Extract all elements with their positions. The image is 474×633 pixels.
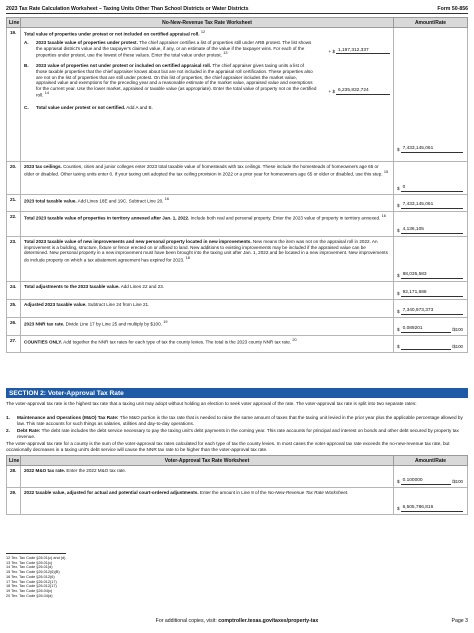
line-number: 29.	[7, 488, 21, 515]
line-19b	[24, 63, 390, 98]
voter-approval-worksheet-table	[6, 455, 468, 515]
per-100-unit: /$100	[452, 479, 463, 485]
line-21-amount-field[interactable]: 7,433,145,061	[401, 202, 463, 209]
footnote-ref: 19	[163, 320, 168, 324]
sub-title: 2023 value of properties not under protest or included on certified appraisal roll.	[36, 63, 212, 69]
plus-dollar-sign: + $	[328, 48, 335, 54]
line-number: 27.	[7, 336, 21, 353]
line-number: 21.	[7, 195, 21, 212]
line-text: Counties, cities and junior colleges enter 2023 total taxable value of homesteads with tax ceilings. These include the homesteads of homeowners age 65 or older or disabled. Other taxing units enter 0. If your taxing unit adopted the tax ceiling provision in 2022 or a prior year for homeowners age 65 or older or disabled, use this step.	[24, 164, 383, 177]
line-24-description	[21, 282, 394, 300]
line-22-row	[7, 212, 468, 237]
dollar-sign: $	[397, 273, 400, 279]
line-19-amount-cell	[394, 28, 468, 162]
footnote-ref: 15	[383, 169, 389, 174]
line-19-description	[21, 28, 394, 162]
sub-letter: C.	[24, 104, 29, 110]
line-19-amount-field[interactable]: 7,433,145,061	[401, 146, 463, 153]
line-25-amount-field[interactable]: 7,340,973,373	[401, 308, 463, 315]
line-27-row	[7, 336, 468, 353]
dollar-sign: $	[397, 228, 400, 234]
line-27-amount-cell	[394, 336, 468, 353]
line-number: 19.	[7, 28, 21, 162]
line-title: COUNTIES ONLY.	[24, 339, 63, 345]
line-19-row	[7, 28, 468, 162]
debt-rate-item	[6, 428, 468, 440]
line-28-description	[21, 466, 394, 488]
sub-title: Total value under protest or not certified.	[36, 104, 126, 110]
form-page	[6, 4, 468, 629]
sub-letter: B.	[24, 63, 29, 69]
mo-rate-item	[6, 415, 468, 427]
comptroller-link[interactable]: comptroller.texas.gov/taxes/property-tax	[218, 618, 319, 624]
footnote: 15 Tex. Tax Code §26.012(6)(B)	[6, 570, 60, 575]
col-title-header: Voter-Approval Tax Rate Worksheet	[21, 456, 394, 466]
line-22-amount-field[interactable]: 4,136,105	[401, 227, 463, 234]
line-title: 2022 M&O tax rate.	[24, 468, 66, 473]
dollar-sign: $	[397, 203, 400, 209]
line-23-description	[21, 237, 394, 282]
line-text: Add Lines 22 and 23.	[120, 284, 165, 289]
section-2-banner: SECTION 2: Voter-Approval Tax Rate	[6, 388, 468, 398]
footnote-ref: 20	[292, 338, 297, 342]
line-title: 2022 taxable value, adjusted for actual and potential court-ordered adjustments.	[24, 490, 199, 495]
col-line-header: Line	[7, 456, 21, 466]
line-text: Enter the amount in Line 8 of the	[199, 490, 267, 495]
col-title-header: No-New-Revenue Tax Rate Worksheet	[21, 18, 394, 28]
form-title: 2023 Tax Rate Calculation Worksheet – Taxing Units Other Than School Districts or Water Districts	[6, 5, 249, 12]
line-19c	[24, 105, 390, 111]
dollar-sign: $	[397, 479, 400, 485]
col-amount-header: Amount/Rate	[394, 456, 468, 466]
line-23-amount-cell	[394, 237, 468, 282]
footnote-ref: 16	[164, 197, 169, 201]
sub-letter: A.	[24, 40, 29, 46]
item-number: 2.	[6, 428, 10, 433]
line-20-row	[7, 162, 468, 195]
line-26-amount-cell	[394, 318, 468, 336]
line-28-row	[7, 466, 468, 488]
form-header	[6, 4, 468, 14]
line-number: 22.	[7, 212, 21, 237]
line-21-amount-cell	[394, 195, 468, 212]
item-text: The M&O portion is the tax rate that is needed to raise the same amount of taxes that the taxing unit levied in the prior year plus the applicable percentage allowed by law. This rate accounts for such things as salaries, utilities and day-to-day operations.	[17, 415, 463, 426]
line-24-amount-field[interactable]: 92,171,688	[401, 290, 463, 297]
line-title: Total adjustments to the 2023 taxable value.	[24, 284, 120, 289]
footnotes	[6, 553, 206, 598]
footnote: 17 Tex. Tax Code §26.012(17)	[6, 579, 57, 584]
line-29-amount-cell	[394, 488, 468, 515]
footnote: 16 Tex. Tax Code §26.012(6)	[6, 574, 55, 579]
item-title: Debt Rate:	[17, 428, 41, 433]
sub-text: Add A and B.	[126, 104, 153, 110]
line-29-amount-field[interactable]: 6,505,786,816	[401, 505, 463, 512]
line-26-rate-field[interactable]: 0.089201	[401, 326, 451, 333]
line-22-amount-cell	[394, 212, 468, 237]
line-number: 23.	[7, 237, 21, 282]
line-title: 2023 tax ceilings.	[24, 164, 62, 169]
line-title: Adjusted 2023 taxable value.	[24, 302, 87, 307]
per-100-unit: /$100	[452, 344, 463, 350]
line-23-row	[7, 237, 468, 282]
line-text: Divide Line 17 by Line 25 and multiply by $100.	[65, 321, 162, 327]
line-24-amount-cell	[394, 282, 468, 300]
line-19a-amount-field[interactable]: 1,197,312,337	[336, 48, 390, 55]
footnote-ref: 18	[185, 255, 190, 260]
line-20-description	[21, 162, 394, 195]
line-20-amount-field[interactable]: 0	[401, 185, 463, 192]
footnote: 12 Tex. Tax Code §26.01(c) and (d)	[6, 556, 66, 560]
dollar-sign: $	[397, 147, 400, 153]
item-number: 1.	[6, 415, 10, 420]
line-24-row	[7, 282, 468, 300]
line-text: Include both real and personal property. Enter the 2023 value of property in territory annexed.	[190, 215, 381, 221]
footnote: 19 Tex. Tax Code §26.04(c)	[6, 588, 53, 593]
line-25-row	[7, 300, 468, 318]
dollar-sign: $	[397, 506, 400, 512]
sub-text: The chief appraiser gives taxing units a list of those taxable properties that the chief appraiser knows about but are not included in the appraisal roll certification. These properties also are not on the list of properties that are still under protest. On this list of properties, the chief appraiser includes the market value, appraised value and exemptions for the preceding year and a reasonable estimate of the market value, appraised value and exemptions for the current year. Use the lower market, appraised or taxable value (as appropriate). Enter the total value of property not on the certified roll.	[36, 63, 317, 98]
line-29-row	[7, 488, 468, 515]
line-21-description	[21, 195, 394, 212]
col-amount-header: Amount/Rate	[394, 18, 468, 28]
line-28-amount-cell	[394, 466, 468, 488]
dollar-sign: $	[397, 344, 400, 350]
line-number: 28.	[7, 466, 21, 488]
page-number: Page 3	[451, 618, 468, 624]
footnote-rule	[6, 553, 66, 554]
line-text: Add Lines 18E and 19C. Subtract Line 20.	[77, 198, 164, 204]
line-number: 24.	[7, 282, 21, 300]
line-27-rate-field[interactable]	[401, 349, 451, 350]
item-title: Maintenance and Operations (M&O) Tax Rate:	[17, 415, 119, 420]
dollar-sign: $	[397, 291, 400, 297]
col-line-header: Line	[7, 18, 21, 28]
section-2-intro: The voter-approval tax rate is the highest tax rate that a taxing unit may adopt without holding an election to seek voter approval of the rate. The voter-approval tax rate is split into two separate rates:	[6, 401, 417, 406]
line-22-description	[21, 212, 394, 237]
footnote-ref: 14	[44, 91, 49, 96]
line-19b-amount-field[interactable]: 6,235,832,724	[336, 88, 390, 95]
dollar-sign: $	[397, 327, 400, 333]
page-footer	[6, 618, 468, 624]
section-2-closing: The voter-approval tax rate for a county is the sum of the voter-approval tax rates calculated for each type of tax the county levies. In most cases the voter-approval tax rate exceeds the no-new-revenue tax rate, but occasionally decreases in a taxing unit's debt service will cause the NNR tax rate to be higher than the voter-approval tax rate.	[6, 441, 450, 452]
form-number: Form 50-856	[437, 5, 468, 12]
line-text: New means the item was not on the appraisal roll in 2022. An improvement is a building, structure, fixture or fence erected on or affixed to land. New additions to existing improvements may be included if the appraised value can be determined. New personal property in a new improvement must have been brought into the taxing unit after Jan. 1, 2022 and be located in a new improvement. New improvements do include property on which a tax abatement agreement has expired for 2023.	[24, 239, 388, 263]
sub-text: The chief appraiser certifies a list of properties still under ARB protest. The list shows the appraisal district's value and the taxpayer's claimed value, if any, or an estimate of the value if the taxpayer wins. For each of the properties under protest, use the lowest of these values. Enter the total value under protest.	[36, 40, 312, 58]
footnote: 13 Tex. Tax Code §26.01(c)	[6, 560, 53, 565]
line-27-description	[21, 336, 394, 353]
line-text: Subtract Line 24 from Line 21.	[87, 302, 150, 307]
nnr-worksheet-table	[6, 17, 468, 353]
line-title: Total 2023 taxable value of new improvements and new personal property located in new improvements.	[24, 239, 252, 244]
line-21-row	[7, 195, 468, 212]
sub-title: 2023 taxable value of properties under protest.	[36, 40, 138, 46]
line-19a	[24, 40, 390, 58]
line-number: 20.	[7, 162, 21, 195]
line-title: 2023 NNR tax rate.	[24, 321, 65, 327]
line-20-amount-cell	[394, 162, 468, 195]
line-23-amount-field[interactable]: 88,035,583	[401, 272, 463, 279]
footnote-ref: 16	[381, 214, 386, 218]
line-number: 25.	[7, 300, 21, 318]
footnote: 20 Tex. Tax Code §26.04(d)	[6, 593, 53, 598]
line-title: 2023 total taxable value.	[24, 198, 77, 204]
worksheet-header-row	[7, 456, 468, 466]
line-italic-text: No-New-Revenue Tax Rate Worksheet.	[267, 490, 349, 495]
line-number: 26.	[7, 318, 21, 336]
line-29-description	[21, 488, 394, 515]
footnote: 18 Tex. Tax Code §26.012(17)	[6, 584, 57, 589]
line-26-row	[7, 318, 468, 336]
footnote: 14 Tex. Tax Code §26.01(d)	[6, 565, 53, 570]
line-text: Add together the NNR tax rates for each type of tax the county levies. The total is the 2023 county NNR tax rate.	[63, 339, 292, 345]
footer-prefix: For additional copies, visit:	[155, 618, 217, 624]
line-26-description	[21, 318, 394, 336]
plus-dollar-sign: + $	[328, 88, 335, 94]
worksheet-header-row	[7, 18, 468, 28]
dollar-sign: $	[397, 309, 400, 315]
dollar-sign: $	[397, 186, 400, 192]
line-25-description	[21, 300, 394, 318]
line-title: Total 2023 taxable value of properties in territory annexed after Jan. 1, 2022.	[24, 215, 190, 221]
per-100-unit: /$100	[452, 327, 463, 333]
line-25-amount-cell	[394, 300, 468, 318]
line-title: Total value of properties under protest or not included on certified appraisal roll.	[24, 31, 200, 37]
line-text: Enter the 2022 M&O tax rate.	[66, 468, 127, 473]
line-28-rate-field[interactable]: 0.100000	[401, 478, 451, 485]
footnote-ref: 13	[223, 51, 228, 56]
item-text: The debt rate includes the debt service necessary to pay the taxing unit's debt payments in the coming year. This rate accounts for principal and interest on bonds and other debt secured by property tax revenue.	[17, 428, 459, 439]
footnote-ref: 12	[200, 30, 206, 34]
